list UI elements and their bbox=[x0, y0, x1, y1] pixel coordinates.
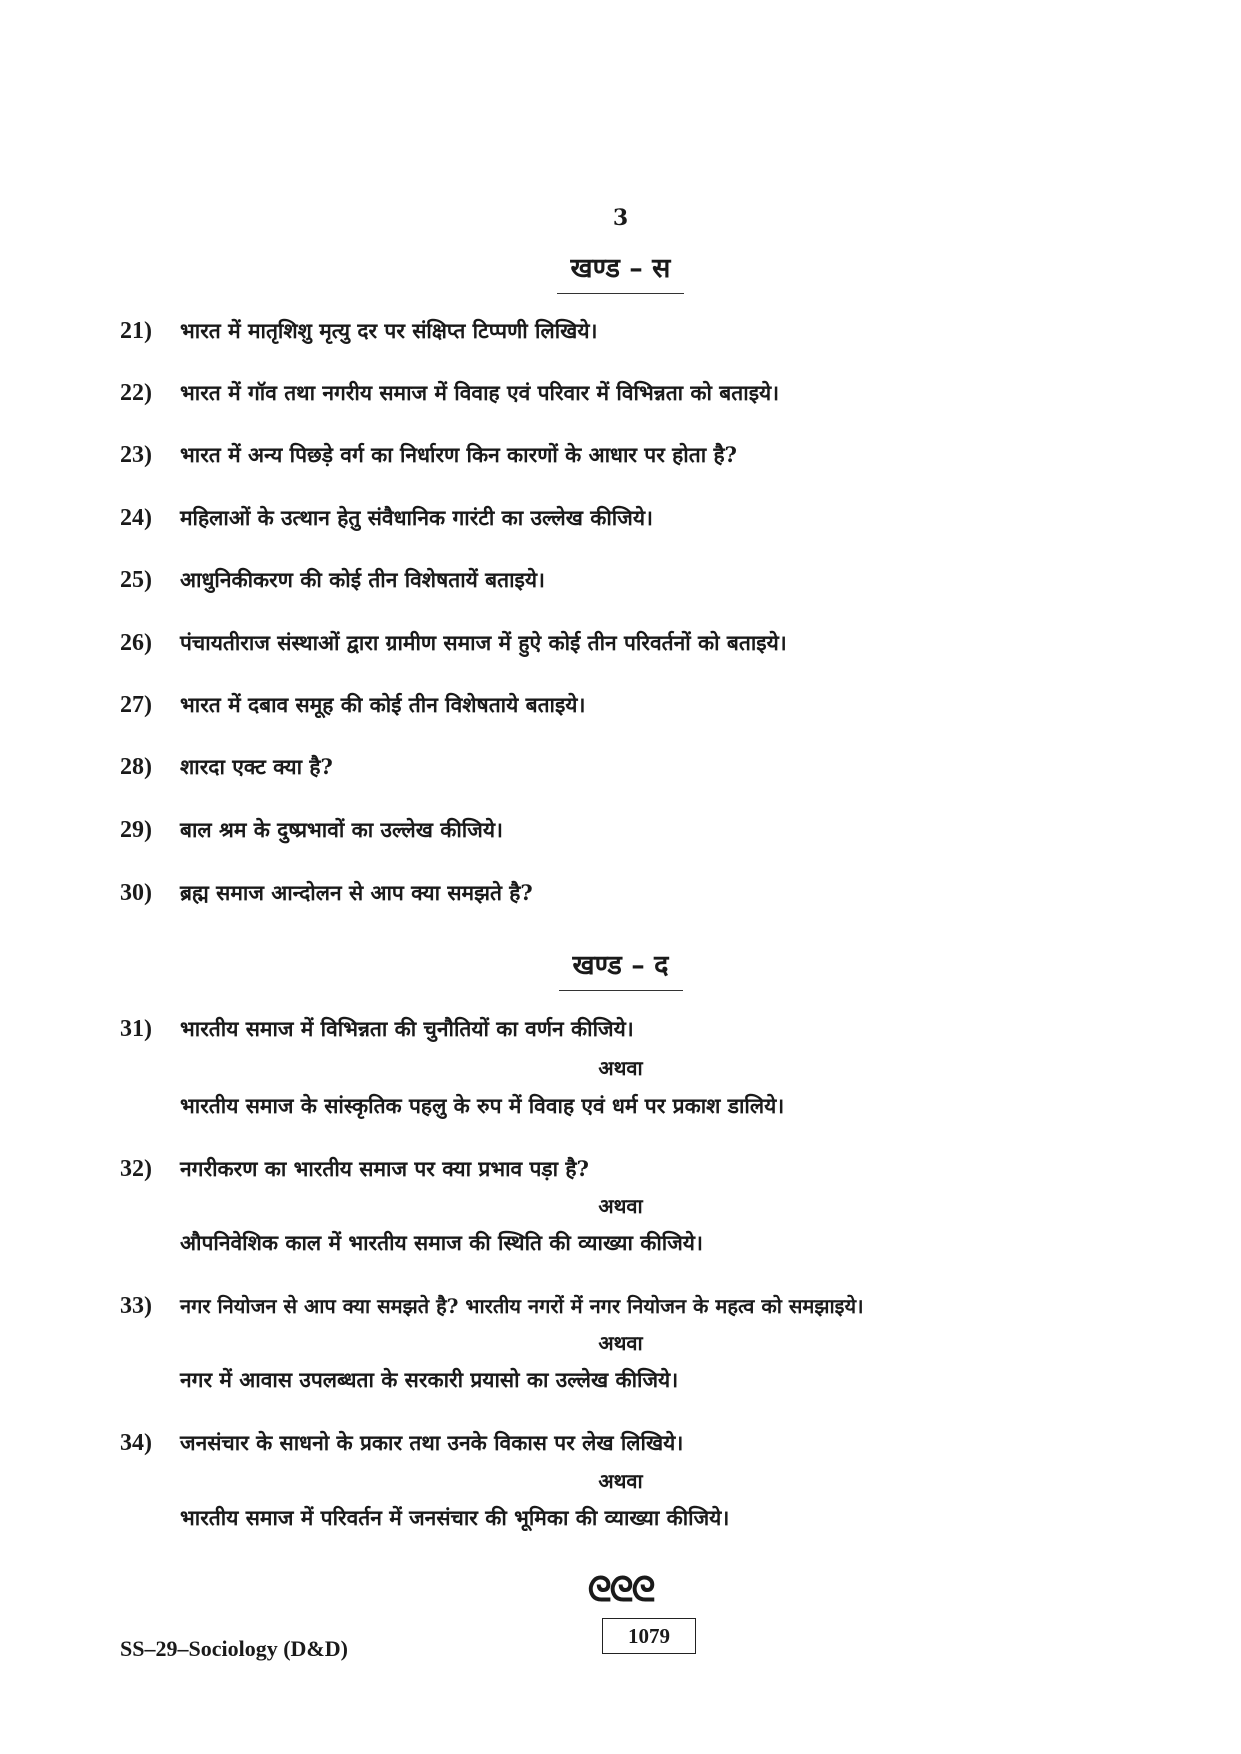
paper-code: SS–29–Sociology (D&D) bbox=[120, 1636, 348, 1661]
question-text: आधुनिकीकरण की कोई तीन विशेषतायें बताइये। bbox=[180, 567, 545, 592]
question-number: 34) bbox=[120, 1430, 152, 1456]
question-23 bbox=[120, 440, 1180, 470]
question-22 bbox=[120, 378, 1180, 408]
or-label: अथवा bbox=[598, 1331, 643, 1355]
question-number: 26) bbox=[120, 630, 152, 656]
alternate-question: भारतीय समाज में परिवर्तन में जनसंचार की भूमिका की व्याख्या कीजिये। bbox=[180, 1505, 730, 1530]
question-number: 28) bbox=[120, 754, 152, 780]
question-number: 32) bbox=[120, 1156, 152, 1182]
alternate-question: औपनिवेशिक काल में भारतीय समाज की स्थिति की व्याख्या कीजिये। bbox=[180, 1230, 703, 1255]
end-ornament: ᘓᘓᘓ bbox=[587, 1570, 654, 1610]
page-box-number: 1079 bbox=[602, 1618, 696, 1654]
question-text: पंचायतीराज संस्थाओं द्वारा ग्रामीण समाज में हुऐ कोई तीन परिवर्तनों को बताइये। bbox=[180, 630, 787, 655]
question-number: 27) bbox=[120, 692, 152, 718]
section-title: खण्ड – स bbox=[557, 248, 685, 294]
question-text: जनसंचार के साधनो के प्रकार तथा उनके विकास पर लेख लिखिये। bbox=[180, 1430, 684, 1455]
question-text: भारत में गॉव तथा नगरीय समाज में विवाह एवं परिवार में विभिन्नता को बताइये। bbox=[180, 380, 780, 405]
question-text: नगरीकरण का भारतीय समाज पर क्या प्रभाव पड़ा है? bbox=[180, 1156, 589, 1181]
question-33 bbox=[120, 1291, 1180, 1321]
question-30 bbox=[120, 878, 1180, 908]
section-title: खण्ड – द bbox=[559, 945, 683, 991]
question-number: 31) bbox=[120, 1016, 152, 1042]
question-number: 30) bbox=[120, 880, 152, 906]
question-number: 25) bbox=[120, 567, 152, 593]
question-number: 23) bbox=[120, 442, 152, 468]
page-number: 3 bbox=[612, 205, 629, 231]
question-text: नगर नियोजन से आप क्या समझते है? भारतीय नगरों में नगर नियोजन के महत्व को समझाइये। bbox=[180, 1294, 864, 1318]
question-text: शारदा एक्ट क्या है? bbox=[180, 754, 333, 779]
question-number: 29) bbox=[120, 817, 152, 843]
question-27 bbox=[120, 690, 1180, 720]
question-number: 22) bbox=[120, 380, 152, 406]
or-label: अथवा bbox=[598, 1194, 643, 1218]
question-text: बाल श्रम के दुष्प्रभावों का उल्लेख कीजिये। bbox=[180, 817, 503, 842]
question-32 bbox=[120, 1154, 1180, 1184]
question-34 bbox=[120, 1428, 1180, 1458]
question-text: भारत में दबाव समूह की कोई तीन विशेषताये बताइये। bbox=[180, 692, 586, 717]
question-text: भारत में मातृशिशु मृत्यु दर पर संक्षिप्त टिप्पणी लिखिये। bbox=[180, 318, 598, 343]
alternate-question: नगर में आवास उपलब्धता के सरकारी प्रयासो का उल्लेख कीजिये। bbox=[180, 1367, 679, 1392]
question-text: ब्रह्म समाज आन्दोलन से आप क्या समझते है? bbox=[180, 880, 533, 905]
section-heading-s bbox=[0, 248, 1241, 294]
question-25 bbox=[120, 565, 1180, 595]
question-28 bbox=[120, 752, 1180, 782]
question-number: 21) bbox=[120, 318, 152, 344]
question-26 bbox=[120, 628, 1180, 658]
question-31 bbox=[120, 1014, 1180, 1044]
question-number: 24) bbox=[120, 505, 152, 531]
question-21 bbox=[120, 316, 1180, 346]
question-29 bbox=[120, 815, 1180, 845]
question-text: भारतीय समाज में विभिन्नता की चुनौतियों का वर्णन कीजिये। bbox=[180, 1016, 634, 1041]
alternate-question: भारतीय समाज के सांस्कृतिक पहलु के रुप में विवाह एवं धर्म पर प्रकाश डालिये। bbox=[180, 1093, 785, 1118]
section-heading-d bbox=[0, 945, 1241, 991]
question-text: महिलाओं के उत्थान हेतु संवैधानिक गारंटी का उल्लेख कीजिये। bbox=[180, 505, 653, 530]
question-number: 33) bbox=[120, 1293, 152, 1319]
or-label: अथवा bbox=[598, 1056, 643, 1080]
question-24 bbox=[120, 503, 1180, 533]
or-label: अथवा bbox=[598, 1469, 643, 1493]
question-text: भारत में अन्य पिछड़े वर्ग का निर्धारण किन कारणों के आधार पर होता है? bbox=[180, 442, 737, 467]
